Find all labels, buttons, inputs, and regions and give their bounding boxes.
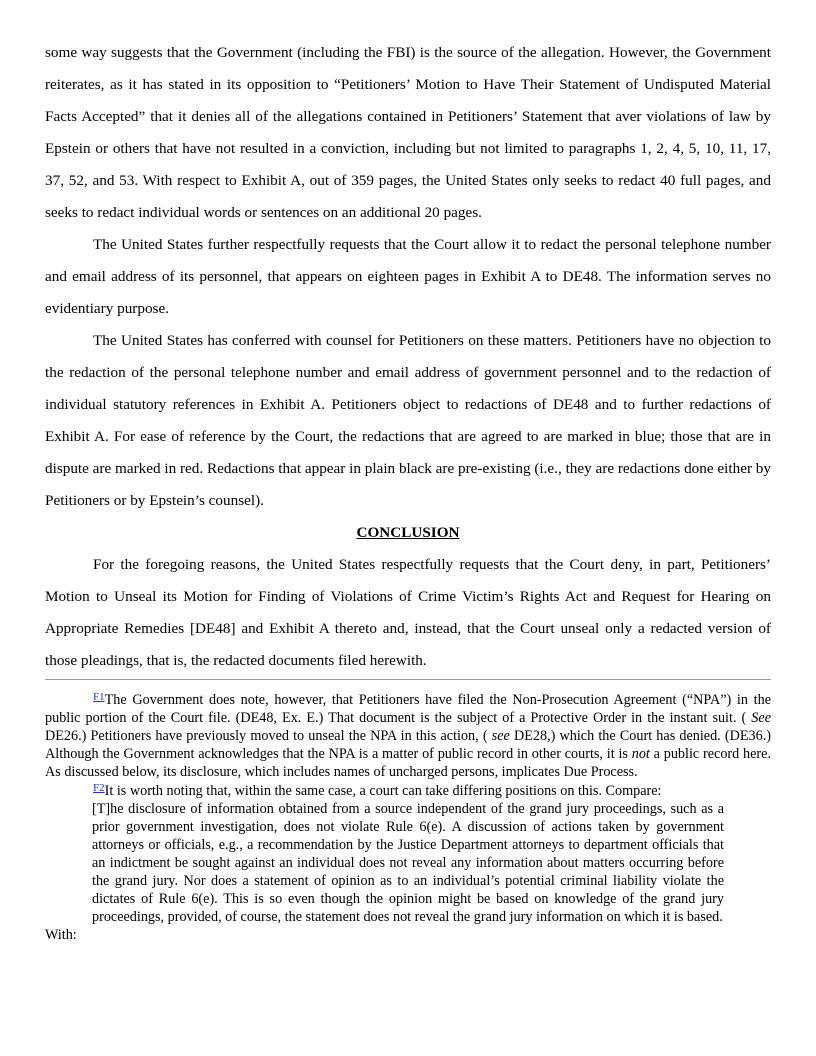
paragraph-conclusion: For the foregoing reasons, the United States respectfully requests that the Court deny, in part, Petitioners’ Motion to Unseal its Motion for Finding of Violations of Crime Victim’s Rights Act and Request for Hearing on Appropriate Remedies [DE48] and Exhibit A thereto and, instead, that the Court unseal only a redacted version of those pleadings, that is, the redacted documents filed herewith. — [45, 556, 771, 669]
footnote-2-with: With: — [45, 927, 77, 943]
paragraph-redact-personnel: The United States further respectfully requests that the Court allow it to redact the personal telephone number and email address of its personnel, that appears on eighteen pages in Exhibit A to DE48. The information serves no evidentiary purpose. — [45, 236, 771, 317]
footnote-2-blockquote: [T]he disclosure of information obtained from a source independent of the grand jury proceedings, such as a prior government investigation, does not violate Rule 6(e). A discussion of actions taken by government attorneys or officials, e.g., a recommendation by the Justice Department attorneys to department officials that an indictment be sought against an individual does not reveal any information about matters occurring before the grand jury. Nor does a statement of opinion as to an individual’s potential criminal liability violate the dictates of Rule 6(e). This is so even though the opinion might be based on knowledge of the grand jury proceedings, provided, of course, the statement does not reveal the grand jury information on which it is based. — [92, 801, 724, 925]
footnote-1-link[interactable]: F1 — [93, 691, 105, 703]
document-body — [45, 37, 771, 677]
paragraph-conferred: The United States has conferred with counsel for Petitioners on these matters. Petitioners have no objection to the redaction of the personal telephone number and email address of government personnel and to the redaction of individual statutory references in Exhibit A. Petitioners object to redactions of DE48 and to further redactions of Exhibit A. For ease of reference by the Court, the redactions that are agreed to are marked in blue; those that are in dispute are marked in red. Redactions that appear in plain black are pre-existing (i.e., they are redactions done either by Petitioners or by Epstein’s counsel). — [45, 332, 771, 509]
conclusion-heading: CONCLUSION — [356, 524, 460, 541]
footnote-divider — [45, 679, 771, 680]
footnote-2-link[interactable]: F2 — [93, 782, 105, 794]
footnote-2: F2It is worth noting that, within the same case, a court can take differing positions on this. Compare: — [93, 782, 662, 799]
footnotes — [45, 691, 771, 944]
paragraph-continuation: some way suggests that the Government (including the FBI) is the source of the allegation. However, the Government reiterates, as it has stated in its opposition to “Petitioners’ Motion to Have Their Statement of Undisputed Material Facts Accepted” that it denies all of the allegations contained in Petitioners’ Statement that aver violations of law by Epstein or others that have not resulted in a conviction, including but not limited to paragraphs 1, 2, 4, 5, 10, 11, 17, 37, 52, and 53. With respect to Exhibit A, out of 359 pages, the United States only seeks to redact 40 full pages, and seeks to redact individual words or sentences on an additional 20 pages. — [45, 44, 771, 221]
footnote-1: F1The Government does note, however, that Petitioners have filed the Non-Prosecution Agreement (“NPA”) in the public portion of the Court file. (DE48, Ex. E.) That document is the subject of a Protective Order in the instant suit. ( See DE26.) Petitioners have previously moved to unseal the NPA in this action, ( see DE28,) which the Court has denied. (DE36.) Although the Government acknowledges that the NPA is a matter of public record in other courts, it is not a public record here. As discussed below, its disclosure, which includes names of uncharged persons, implicates Due Process. — [45, 691, 771, 780]
